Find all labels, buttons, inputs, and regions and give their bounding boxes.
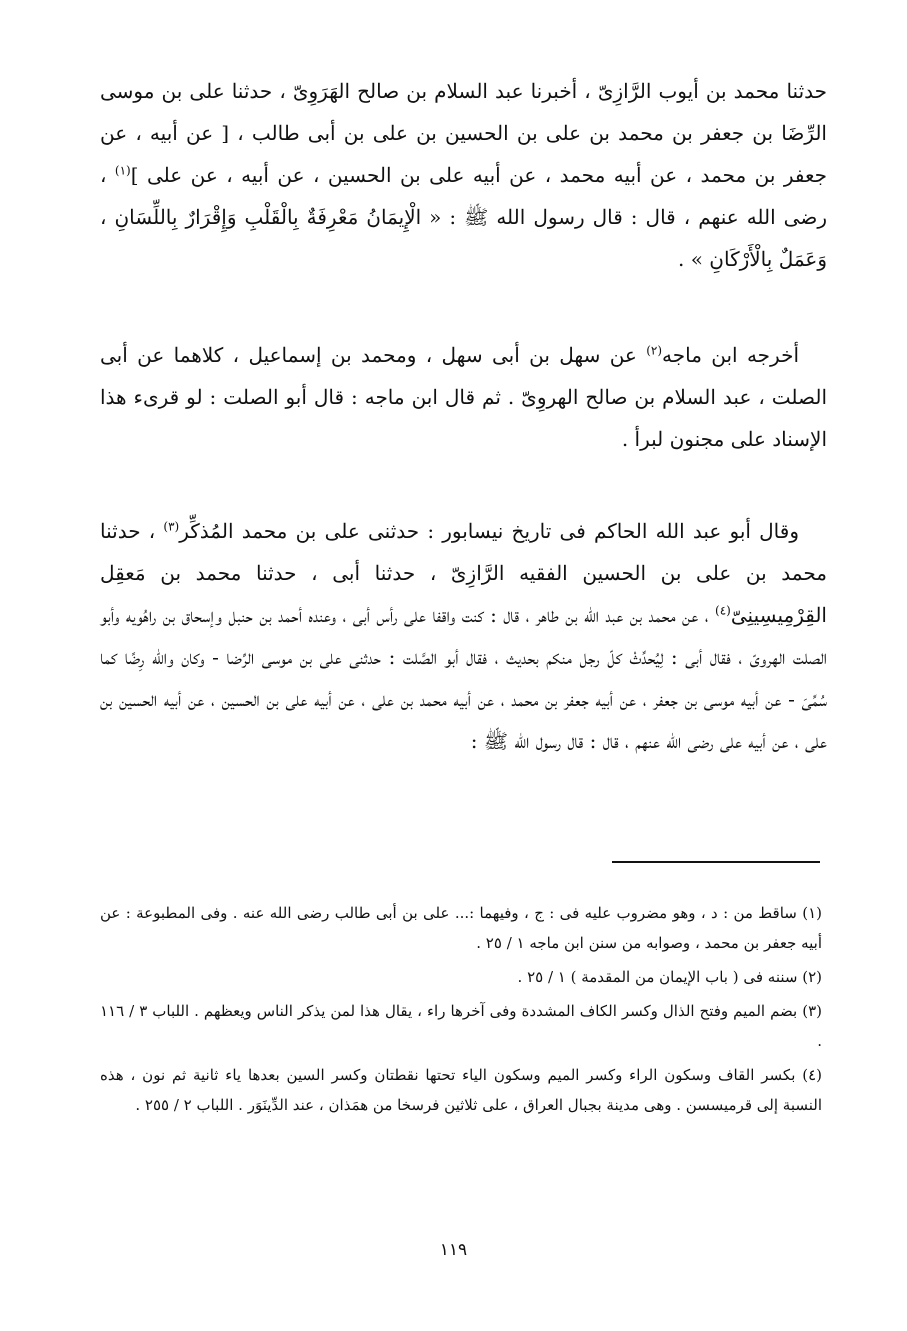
page-number: ١١٩ [439, 1240, 468, 1260]
footnote-ref-1: (١) [114, 163, 131, 178]
footnote-ref-3: (٣) [163, 519, 180, 534]
paragraph-text-middle: ، حدثنا محمد بن على بن الحسين الفقيه الرَّازِىّ ، حدثنا أبى ، حدثنا محمد بن مَعقِل القِرْمِيسِينِىّ [100, 519, 827, 627]
footnote-2: (٢) سننه فى ( باب الإيمان من المقدمة ) ١ / ٢٥ . [517, 968, 822, 986]
footnote-3: (٣) بضم الميم وفتح الذال وكسر الكاف المشددة وفى آخرها راء ، يقال هذا لمن يذكر الناس ويعظهم . اللباب ٣ / ١١٦ . [100, 1002, 822, 1050]
paragraph-text: وقال أبو عبد الله الحاكم فى تاريخ نيسابور : حدثنى على بن محمد المُذكِّر [179, 519, 799, 543]
footnote-1: (١) ساقط من : د ، وهو مضروب عليه فى : ج ، وفيهما :... على بن أبى طالب رضى الله عنه . وفى المطبوعة : عن أبيه جعفر بن محمد ، وصوابه من سنن ابن ماجه ١ / ٢٥ . [100, 904, 822, 952]
paragraph-text: حدثنا محمد بن أيوب الرَّازِىّ ، أخبرنا عبد السلام بن صالح الهَرَوِىّ ، حدثنا على بن موسى الرِّضَا بن جعفر بن محمد بن على بن الحسين بن على بن أبى طالب ، [ عن أبيه ، عن جعفر بن محمد ، عن أبيه محمد ، عن أبيه على بن الحسين ، عن أبيه ، عن على ] [100, 79, 827, 187]
footnote-4: (٤) بكسر القاف وسكون الراء وكسر الميم وسكون الياء تحتها نقطتان وكسر السين بعدها ياء ثانية ثم نون ، هذه النسبة إلى قرميسسن . وهى مدينة بجبال العراق ، على ثلاثين فرسخا من همَذان ، عند الدِّينَوَر . اللباب ٢ / ٢٥٥ . [100, 1066, 822, 1114]
footnotes [100, 898, 822, 1124]
paragraph-hadith-iman [100, 70, 827, 280]
paragraph-text-continued: ، رضى الله عنهم ، قال : قال رسول الله ﷺ : « الْإِيمَانُ مَعْرِفَةٌ بِالْقَلْبِ وَإِقْرَارٌ بِاللِّسَانِ ، وَعَمَلٌ بِالْأَرْكَانِ » . [100, 163, 827, 271]
paragraph-text: أخرجه ابن ماجه [662, 343, 800, 367]
paragraph-text-continued: عن سهل بن أبى سهل ، ومحمد بن إسماعيل ، كلاهما عن أبى الصلت ، عبد السلام بن صالح الهروِىّ . ثم قال ابن ماجه : قال أبو الصلت : لو قرىء هذا الإسناد على مجنون لبرأ . [100, 343, 827, 451]
paragraph-ibn-majah [100, 334, 827, 460]
footnote-ref-4: (٤) [715, 603, 731, 618]
paragraph-text-continued: ، عن محمد بن عبد الله بن طاهر ، قال : كنت واقفا على رأس أبى ، وعنده أحمد بن حنبل وإسحاق بن راهُويه وأبو الصلت الهروىّ ، فقال أبى : لِيُحدِّثْ كلّ رجل منكم بحديث ، فقال أبو الصَّلت : حدثنى على بن موسى الرِّضا - وكان والله رِضًا كما سُمِّىَ - عن أبيه موسى بن جعفر ، عن أبيه جعفر بن محمد ، عن أبيه محمد بن على ، عن أبيه على بن الحسين ، عن أبيه الحسين بن على ، عن أبيه على رضى الله عنهم ، قال : قال رسول الله ﷺ : [100, 603, 827, 753]
footnote-ref-2: (٢) [646, 343, 663, 358]
footnote-divider [612, 861, 820, 863]
paragraph-hakim [100, 510, 827, 762]
